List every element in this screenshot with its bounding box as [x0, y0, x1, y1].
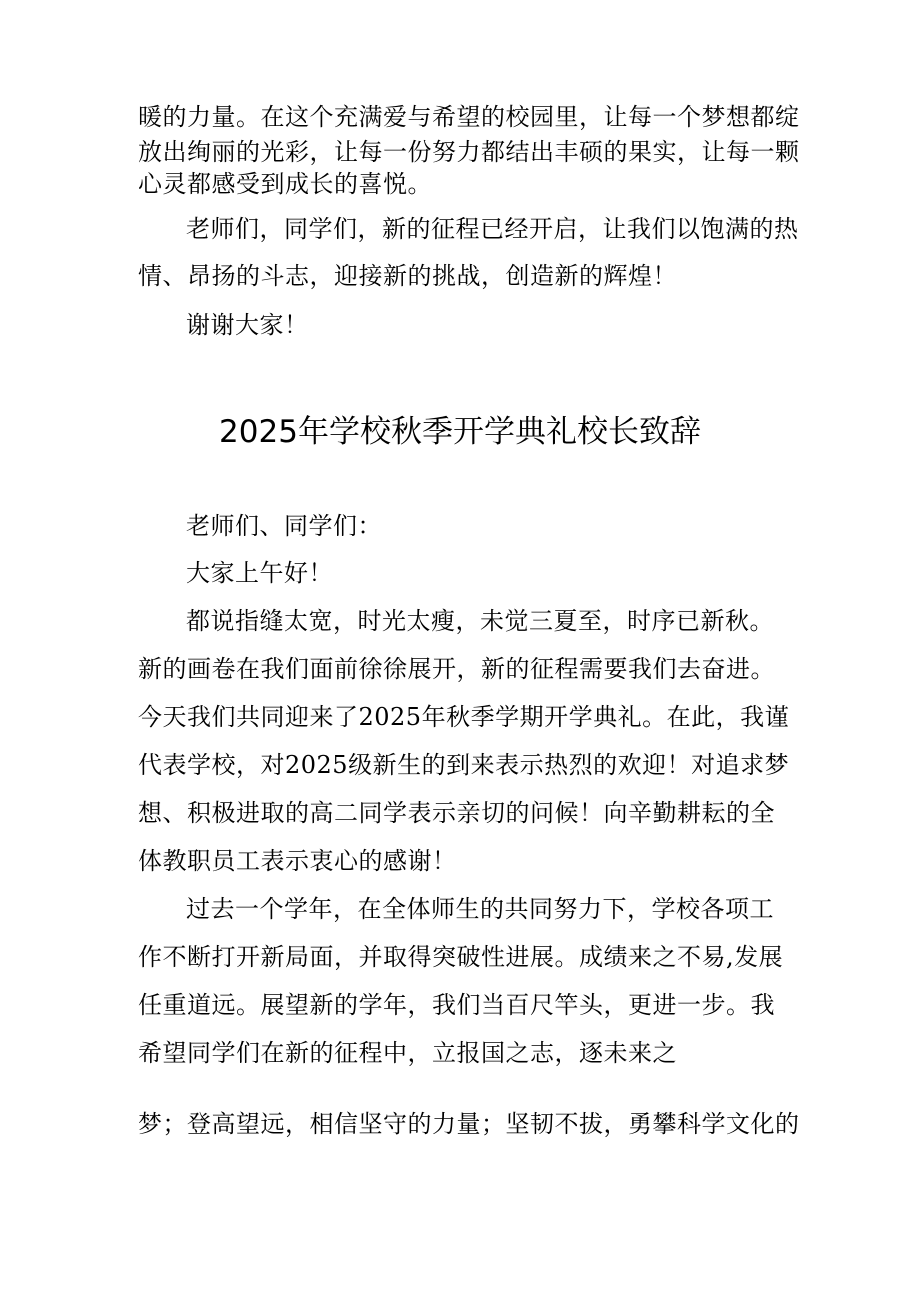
text-line: 作不断打开新局面，并取得突破性进展。成绩来之不易,发展: [138, 943, 784, 971]
speech-salutation: 老师们、同学们：: [186, 512, 382, 540]
speech-greeting: 大家上午好！: [186, 559, 333, 587]
text-line: 新的画卷在我们面前徐徐展开，新的征程需要我们去奋进。: [138, 655, 775, 683]
text-line: 情、昂扬的斗志，迎接新的挑战，创造新的辉煌！: [138, 262, 677, 290]
text-line: 放出绚丽的光彩，让每一份努力都结出丰硕的果实，让每一颗: [138, 138, 800, 166]
text-line: 体教职员工表示衷心的感谢！: [138, 847, 457, 875]
text-line: 谢谢大家！: [186, 311, 309, 339]
text-line: 今天我们共同迎来了2025年秋季学期开学典礼。在此，我谨: [138, 703, 790, 731]
text-line: 都说指缝太宽，时光太瘦，未觉三夏至，时序已新秋。: [186, 607, 774, 635]
text-line: 梦；登高望远，相信坚守的力量；坚韧不拔，勇攀科学文化的: [138, 1110, 800, 1138]
document-title: 2025年学校秋季开学典礼校长致辞: [219, 414, 701, 450]
text-line: 暖的力量。在这个充满爱与希望的校园里，让每一个梦想都绽: [138, 103, 800, 131]
text-line: 想、积极进取的高二同学表示亲切的问候！向辛勤耕耘的全: [138, 799, 775, 827]
text-line: 代表学校，对2025级新生的到来表示热烈的欢迎！对追求梦: [138, 751, 790, 779]
text-line: 心灵都感受到成长的喜悦。: [138, 170, 432, 198]
text-line: 过去一个学年，在全体师生的共同努力下，学校各项工: [186, 895, 774, 923]
text-line: 老师们，同学们，新的征程已经开启，让我们以饱满的热: [186, 215, 799, 243]
text-line: 希望同学们在新的征程中，立报国之志，逐未来之: [138, 1039, 677, 1067]
text-line: 任重道远。展望新的学年，我们当百尺竿头，更进一步。我: [138, 991, 775, 1019]
